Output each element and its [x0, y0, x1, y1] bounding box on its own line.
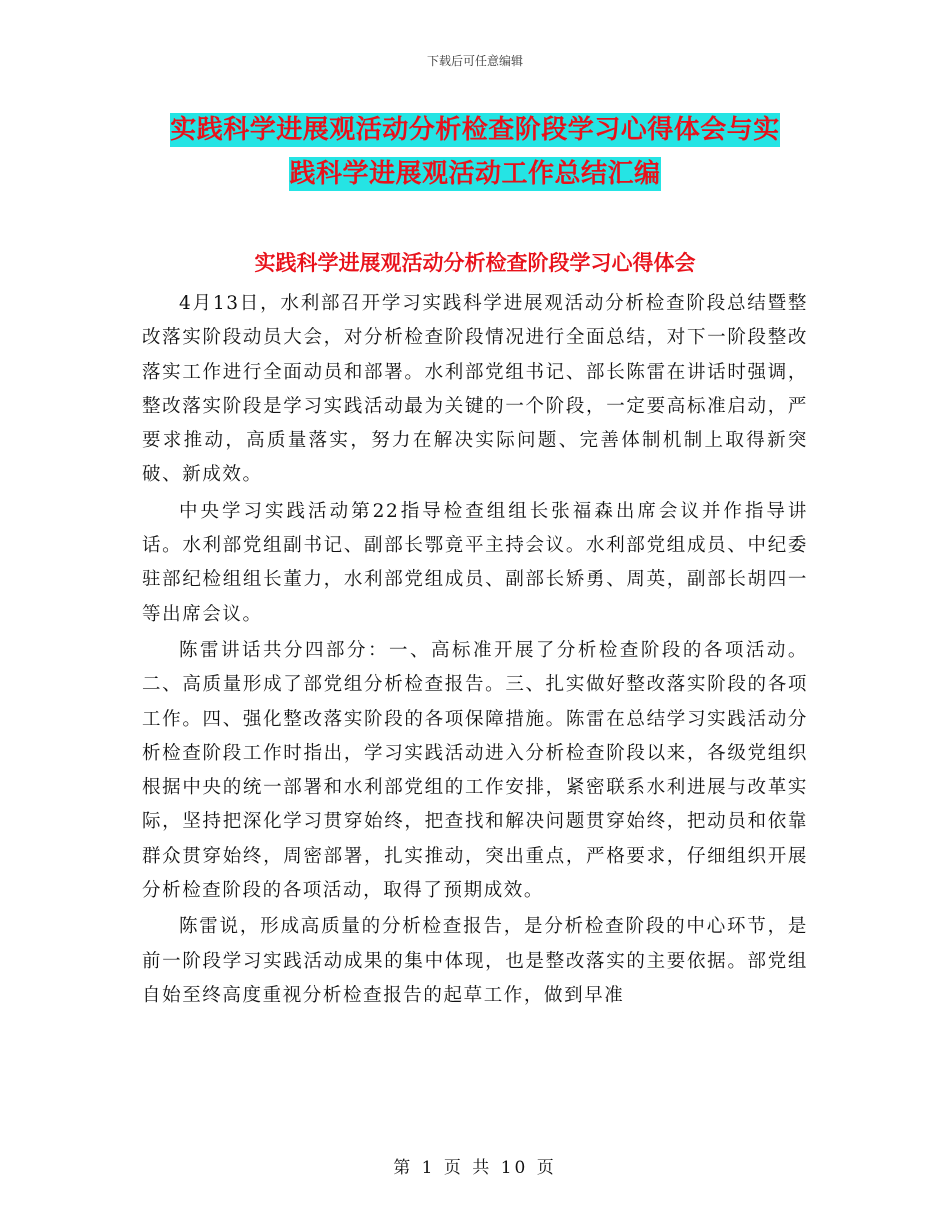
document-title [140, 108, 810, 196]
body-text [142, 287, 808, 1015]
page-number-footer: 第 1 页 共 10 页 [393, 1158, 557, 1178]
paragraph-2: 中央学习实践活动第22指导检查组组长张福森出席会议并作指导讲话。水利部党组副书记、副部长鄂竟平主持会议。水利部党组成员、中纪委驻部纪检组组长董力，水利部党组成员、副部长矫勇、周英，副部长胡四一等出席会议。 [142, 500, 808, 625]
paragraph-4: 陈雷说，形成高质量的分析检查报告，是分析检查阶段的中心环节，是前一阶段学习实践活动成果的集中体现，也是整改落实的主要依据。部党组自始至终高度重视分析检查报告的起草工作，做到早准 [142, 916, 808, 1006]
section-title: 实践科学进展观活动分析检查阶段学习心得体会 [254, 251, 696, 275]
document-title-line-1: 实践科学进展观活动分析检查阶段学习心得体会与实 [170, 115, 780, 145]
document-title-line-2: 践科学进展观活动工作总结汇编 [289, 159, 661, 189]
paragraph-3: 陈雷讲话共分四部分：一、高标准开展了分析检查阶段的各项活动。二、高质量形成了部党组分析检查报告。三、扎实做好整改落实阶段的各项工作。四、强化整改落实阶段的各项保障措施。陈雷在总结学习实践活动分析检查阶段工作时指出，学习实践活动进入分析检查阶段以来，各级党组织根据中央的统一部署和水利部党组的工作安排，紧密联系水利进展与改革实际，坚持把深化学习贯穿始终，把查找和解决问题贯穿始终，把动员和依靠群众贯穿始终，周密部署，扎实推动，突出重点，严格要求，仔细组织开展分析检查阶段的各项活动，取得了预期成效。 [142, 639, 808, 902]
page-header-note: 下载后可任意编辑 [426, 54, 523, 68]
paragraph-1: 4月13日，水利部召开学习实践科学进展观活动分析检查阶段总结暨整改落实阶段动员大会，对分析检查阶段情况进行全面总结，对下一阶段整改落实工作进行全面动员和部署。水利部党组书记、部长陈雷在讲话时强调， 整改落实阶段是学习实践活动最为关键的一个阶段，一定要高标准启动，严要求推动，高质量落实，努力在解决实际问题、完善体制机制上取得新突破、新成效。 [142, 293, 808, 486]
